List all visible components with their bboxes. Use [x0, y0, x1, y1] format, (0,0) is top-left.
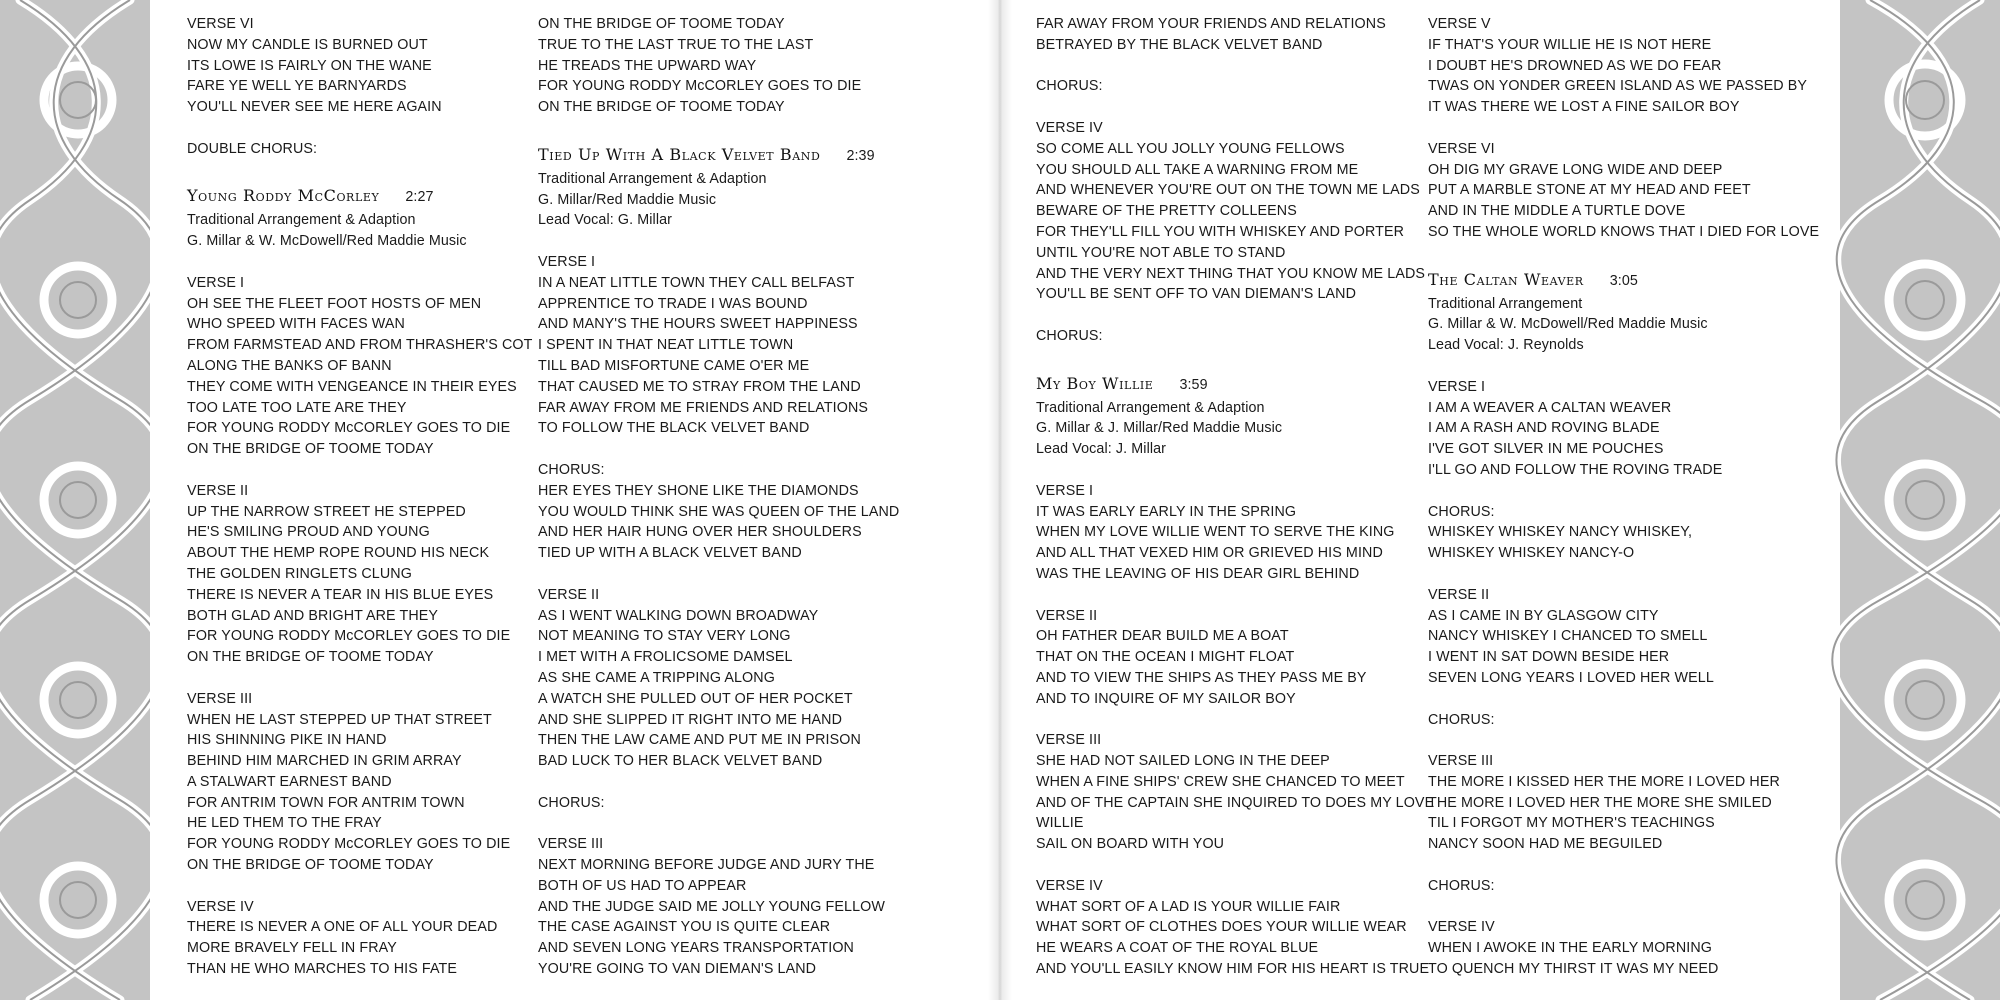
lyric-line: A STALWART EARNEST BAND — [187, 773, 392, 790]
lyric-line: THERE IS NEVER A TEAR IN HIS BLUE EYES — [187, 586, 494, 603]
booklet-center-fold — [988, 0, 1012, 1000]
lyric-line: NANCY WHISKEY I CHANCED TO SMELL — [1428, 628, 1708, 645]
lyric-line: WHISKEY WHISKEY NANCY-O — [1428, 545, 1635, 562]
lyric-line: VERSE III — [1428, 753, 1494, 770]
lyric-line: WHAT SORT OF A LAD IS YOUR WILLIE FAIR — [1036, 898, 1341, 915]
lyric-line: MORE BRAVELY FELL IN FRAY — [187, 940, 397, 957]
lyric-line: TO QUENCH MY THIRST IT WAS MY NEED — [1428, 961, 1719, 978]
lyrics-column-3 — [1036, 14, 1435, 980]
lyric-line: VERSE III — [538, 836, 604, 853]
lyric-line: VERSE IV — [1036, 119, 1103, 136]
lyric-line: NOW MY CANDLE IS BURNED OUT — [187, 36, 428, 53]
lyric-line: SHE HAD NOT SAILED LONG IN THE DEEP — [1036, 753, 1330, 770]
lyric-line: UP THE NARROW STREET HE STEPPED — [187, 503, 466, 520]
stanza-spacer — [1428, 481, 1808, 502]
lyric-line: TRUE TO THE LAST TRUE TO THE LAST — [538, 36, 814, 53]
lyric-line: NOT MEANING TO STAY VERY LONG — [538, 628, 791, 645]
lyric-line: AND SEVEN LONG YEARS TRANSPORTATION — [538, 940, 854, 957]
lyric-line: FOR YOUNG RODDY McCORLEY GOES TO DIE — [187, 836, 511, 853]
lyric-line: BOTH GLAD AND BRIGHT ARE THEY — [187, 607, 439, 624]
lyric-line: AND OF THE CAPTAIN SHE INQUIRED TO DOES MY LOVE — [1036, 794, 1435, 811]
lyric-line: FARE YE WELL YE BARNYARDS — [187, 78, 407, 95]
lyric-line: TOO LATE TOO LATE ARE THEY — [187, 399, 407, 416]
lyric-line: HE'S SMILING PROUD AND YOUNG — [187, 524, 430, 541]
lyric-line: VERSE I — [538, 253, 596, 270]
lyric-line: VERSE II — [538, 586, 600, 603]
lyric-line: VERSE III — [1036, 732, 1102, 749]
lyric-line: AND MANY'S THE HOURS SWEET HAPPINESS — [538, 316, 858, 333]
lyric-line: HER EYES THEY SHONE LIKE THE DIAMONDS — [538, 482, 859, 499]
lyric-line: I'VE GOT SILVER IN ME POUCHES — [1428, 441, 1664, 458]
stanza-spacer — [1428, 689, 1808, 710]
stanza-spacer — [1036, 460, 1416, 481]
stanza-spacer — [187, 252, 487, 273]
lyric-line: YOU'LL BE SENT OFF TO VAN DIEMAN'S LAND — [1036, 286, 1356, 303]
stanza-spacer — [187, 118, 487, 139]
lyric-line: AS SHE CAME A TRIPPING ALONG — [538, 669, 775, 686]
lyric-line: Traditional Arrangement & Adaption — [1036, 399, 1265, 416]
lyric-line: OH DIG MY GRAVE LONG WIDE AND DEEP — [1428, 161, 1723, 178]
lyric-line: VERSE II — [1036, 607, 1098, 624]
lyric-line: CHORUS: — [1036, 327, 1103, 344]
lyric-line: FOR YOUNG RODDY McCORLEY GOES TO DIE — [538, 78, 862, 95]
lyric-line: AS I CAME IN BY GLASGOW CITY — [1428, 607, 1659, 624]
lyric-line: THERE IS NEVER A ONE OF ALL YOUR DEAD — [187, 919, 498, 936]
song-duration: 2:27 — [405, 189, 434, 206]
lyric-line: G. Millar & W. McDowell/Red Maddie Music — [1428, 316, 1708, 333]
lyric-line: AND ALL THAT VEXED HIM OR GRIEVED HIS MIND — [1036, 545, 1383, 562]
lyric-line: HE LED THEM TO THE FRAY — [187, 815, 382, 832]
lyric-line: AS I WENT WALKING DOWN BROADWAY — [538, 607, 819, 624]
lyric-line: YOU'RE GOING TO VAN DIEMAN'S LAND — [538, 961, 817, 978]
lyric-line: YOU SHOULD ALL TAKE A WARNING FROM ME — [1036, 161, 1359, 178]
lyric-line: BEHIND HIM MARCHED IN GRIM ARRAY — [187, 753, 462, 770]
stanza-spacer — [1428, 855, 1808, 876]
lyric-line: I AM A WEAVER A CALTAN WEAVER — [1428, 399, 1672, 416]
lyric-line: IT WAS EARLY EARLY IN THE SPRING — [1036, 503, 1297, 520]
lyric-line: CHORUS: — [538, 794, 605, 811]
lyric-line: ABOUT THE HEMP ROPE ROUND HIS NECK — [187, 545, 490, 562]
stanza-spacer — [538, 231, 958, 252]
lyric-line: VERSE IV — [1428, 919, 1495, 936]
lyric-line: BETRAYED BY THE BLACK VELVET BAND — [1036, 36, 1323, 53]
lyric-line: WHEN A FINE SHIPS' CREW SHE CHANCED TO MEET — [1036, 773, 1405, 790]
lyric-line: CHORUS: — [1036, 78, 1103, 95]
stanza-spacer — [538, 813, 958, 834]
lyric-line: TWAS ON YONDER GREEN ISLAND AS WE PASSED BY — [1428, 78, 1808, 95]
lyric-line: TILL BAD MISFORTUNE CAME O'ER ME — [538, 357, 810, 374]
stanza-spacer — [1428, 356, 1808, 377]
lyric-line: IN A NEAT LITTLE TOWN THEY CALL BELFAST — [538, 274, 855, 291]
lyric-line: WHEN I AWOKE IN THE EARLY MORNING — [1428, 940, 1712, 957]
lyric-line: FAR AWAY FROM ME FRIENDS AND RELATIONS — [538, 399, 869, 416]
lyric-line: CHORUS: — [1428, 503, 1495, 520]
lyric-line: FOR THEY'LL FILL YOU WITH WHISKEY AND PORTER — [1036, 223, 1405, 240]
lyric-line: IF THAT'S YOUR WILLIE HE IS NOT HERE — [1428, 36, 1712, 53]
lyric-line: TIL I FORGOT MY MOTHER'S TEACHINGS — [1428, 815, 1715, 832]
lyric-line: I SPENT IN THAT NEAT LITTLE TOWN — [538, 337, 794, 354]
lyrics-column-2 — [538, 14, 958, 980]
lyric-line: VERSE V — [1428, 16, 1491, 32]
lyric-line: I MET WITH A FROLICSOME DAMSEL — [538, 649, 793, 666]
lyric-line: ON THE BRIDGE OF TOOME TODAY — [538, 16, 785, 32]
lyric-line: AND IN THE MIDDLE A TURTLE DOVE — [1428, 203, 1686, 220]
lyric-line: G. Millar/Red Maddie Music — [538, 191, 717, 208]
lyric-line: OH FATHER DEAR BUILD ME A BOAT — [1036, 628, 1289, 645]
lyric-line: WHAT SORT OF CLOTHES DOES YOUR WILLIE WEAR — [1036, 919, 1407, 936]
lyric-line: UNTIL YOU'RE NOT ABLE TO STAND — [1036, 244, 1286, 261]
lyric-line: VERSE IV — [187, 898, 254, 915]
lyric-line: VERSE I — [1036, 482, 1094, 499]
lyric-line: THEY COME WITH VENGEANCE IN THEIR EYES — [187, 378, 517, 395]
lyric-line: ALONG THE BANKS OF BANN — [187, 357, 392, 374]
stanza-spacer — [1428, 564, 1808, 585]
stanza-spacer — [538, 772, 958, 793]
song-title: Tied Up With A Black Velvet Band — [538, 144, 821, 164]
lyric-line: FROM FARMSTEAD AND FROM THRASHER'S COT — [187, 337, 533, 354]
lyric-line: Traditional Arrangement & Adaption — [538, 170, 767, 187]
lyric-line: ON THE BRIDGE OF TOOME TODAY — [538, 99, 785, 116]
lyric-line: AND TO INQUIRE OF MY SAILOR BOY — [1036, 690, 1296, 707]
lyric-line: ITS LOWE IS FAIRLY ON THE WANE — [187, 57, 432, 74]
lyric-line: Traditional Arrangement — [1428, 295, 1583, 312]
lyric-line: AND YOU'LL EASILY KNOW HIM FOR HIS HEART IS TRUE — [1036, 961, 1430, 978]
lyric-line: AND HER HAIR HUNG OVER HER SHOULDERS — [538, 524, 862, 541]
lyrics-column-4 — [1428, 14, 1820, 980]
lyric-line: THAN HE WHO MARCHES TO HIS FATE — [187, 961, 457, 978]
lyric-line: G. Millar & J. Millar/Red Maddie Music — [1036, 420, 1283, 437]
lyric-line: Traditional Arrangement & Adaption — [187, 212, 416, 229]
lyric-line: OH SEE THE FLEET FOOT HOSTS OF MEN — [187, 295, 482, 312]
lyric-line: DOUBLE CHORUS: — [187, 140, 318, 157]
lyric-line: A WATCH SHE PULLED OUT OF HER POCKET — [538, 690, 853, 707]
stanza-spacer — [538, 118, 958, 139]
stanza-spacer — [1428, 730, 1808, 751]
lyric-line: NANCY SOON HAD ME BEGUILED — [1428, 836, 1663, 853]
lyric-line: TO FOLLOW THE BLACK VELVET BAND — [538, 420, 810, 437]
song-heading — [1036, 370, 1416, 398]
lyric-line: WHISKEY WHISKEY NANCY WHISKEY, — [1428, 524, 1693, 541]
lyric-line: WHO SPEED WITH FACES WAN — [187, 316, 405, 333]
lyric-line: AND SHE SLIPPED IT RIGHT INTO ME HAND — [538, 711, 842, 728]
stanza-spacer — [187, 460, 487, 481]
lyric-line: YOU WOULD THINK SHE WAS QUEEN OF THE LAND — [538, 503, 900, 520]
song-title: Young Roddy McCorley — [187, 186, 380, 206]
lyric-line: AND THE JUDGE SAID ME JOLLY YOUNG FELLOW — [538, 898, 885, 915]
stanza-spacer — [187, 876, 487, 897]
lyric-line: G. Millar & W. McDowell/Red Maddie Music — [187, 233, 467, 250]
lyric-line: SAIL ON BOARD WITH YOU — [1036, 836, 1225, 853]
lyric-line: I'LL GO AND FOLLOW THE ROVING TRADE — [1428, 461, 1723, 478]
lyric-line: WAS THE LEAVING OF HIS DEAR GIRL BEHIND — [1036, 565, 1360, 582]
stanza-spacer — [1036, 855, 1416, 876]
stanza-spacer — [1428, 897, 1808, 918]
song-duration: 2:39 — [846, 147, 875, 164]
lyric-line: ON THE BRIDGE OF TOOME TODAY — [187, 649, 434, 666]
lyric-line: THE GOLDEN RINGLETS CLUNG — [187, 565, 412, 582]
lyric-line: VERSE VI — [1428, 140, 1495, 157]
song-duration: 3:05 — [1609, 272, 1638, 289]
lyric-line: WILLIE — [1036, 815, 1084, 832]
lyric-line: FOR YOUNG RODDY McCORLEY GOES TO DIE — [187, 628, 511, 645]
song-title: The Caltan Weaver — [1428, 269, 1584, 289]
lyric-line: ON THE BRIDGE OF TOOME TODAY — [187, 441, 434, 458]
stanza-spacer — [187, 160, 487, 181]
lyric-line: SO COME ALL YOU JOLLY YOUNG FELLOWS — [1036, 140, 1345, 157]
lyric-line: VERSE I — [1428, 378, 1486, 395]
lyric-line: VERSE VI — [187, 16, 254, 32]
lyric-line: I WENT IN SAT DOWN BESIDE HER — [1428, 649, 1670, 666]
stanza-spacer — [538, 439, 958, 460]
lyric-line: BAD LUCK TO HER BLACK VELVET BAND — [538, 753, 823, 770]
lyric-line: BEWARE OF THE PRETTY COLLEENS — [1036, 203, 1297, 220]
lyric-line: I AM A RASH AND ROVING BLADE — [1428, 420, 1660, 437]
lyric-line: THAT ON THE OCEAN I MIGHT FLOAT — [1036, 649, 1295, 666]
lyric-line: TIED UP WITH A BLACK VELVET BAND — [538, 545, 802, 562]
lyric-line: SEVEN LONG YEARS I LOVED HER WELL — [1428, 669, 1714, 686]
lyric-line: VERSE III — [187, 690, 253, 707]
celtic-knot-border-right — [1830, 0, 2000, 1000]
knotwork-pattern-left — [0, 0, 158, 1000]
lyric-line: APPRENTICE TO TRADE I WAS BOUND — [538, 295, 808, 312]
stanza-spacer — [1428, 243, 1808, 264]
lyric-line: PUT A MARBLE STONE AT MY HEAD AND FEET — [1428, 182, 1751, 199]
song-title: My Boy Willie — [1036, 373, 1154, 393]
lyric-line: VERSE II — [1428, 586, 1490, 603]
lyric-line: FOR ANTRIM TOWN FOR ANTRIM TOWN — [187, 794, 465, 811]
stanza-spacer — [1036, 305, 1416, 326]
lyric-line: THEN THE LAW CAME AND PUT ME IN PRISON — [538, 732, 861, 749]
lyric-line: Lead Vocal: G. Millar — [538, 212, 673, 229]
stanza-spacer — [1036, 347, 1416, 368]
lyric-line: CHORUS: — [538, 461, 605, 478]
lyric-line: NEXT MORNING BEFORE JUDGE AND JURY THE — [538, 857, 875, 874]
lyric-line: Lead Vocal: J. Millar — [1036, 441, 1167, 458]
lyric-line: ON THE BRIDGE OF TOOME TODAY — [187, 857, 434, 874]
lyric-line: I DOUBT HE'S DROWNED AS WE DO FEAR — [1428, 57, 1722, 74]
lyric-line: YOU'LL NEVER SEE ME HERE AGAIN — [187, 99, 442, 116]
lyric-line: THE MORE I LOVED HER THE MORE SHE SMILED — [1428, 794, 1772, 811]
stanza-spacer — [1428, 118, 1808, 139]
lyric-line: CHORUS: — [1428, 877, 1495, 894]
stanza-spacer — [1036, 585, 1416, 606]
stanza-spacer — [1036, 97, 1416, 118]
lyric-line: SO THE WHOLE WORLD KNOWS THAT I DIED FOR LOVE — [1428, 223, 1820, 240]
lyric-line: AND TO VIEW THE SHIPS AS THEY PASS ME BY — [1036, 669, 1367, 686]
knotwork-pattern-right — [1830, 0, 2000, 1000]
lyric-line: CHORUS: — [1428, 711, 1495, 728]
lyric-line: VERSE IV — [1036, 877, 1103, 894]
lyric-line: THE CASE AGAINST YOU IS QUITE CLEAR — [538, 919, 831, 936]
lyric-line: THE MORE I KISSED HER THE MORE I LOVED HER — [1428, 773, 1780, 790]
lyric-line: WHEN HE LAST STEPPED UP THAT STREET — [187, 711, 492, 728]
song-duration: 3:59 — [1179, 376, 1208, 393]
lyric-line: Lead Vocal: J. Reynolds — [1428, 337, 1584, 354]
lyric-line: AND THE VERY NEXT THING THAT YOU KNOW ME LADS — [1036, 265, 1426, 282]
lyric-line: THAT CAUSED ME TO STRAY FROM THE LAND — [538, 378, 861, 395]
stanza-spacer — [538, 564, 958, 585]
lyric-line: FAR AWAY FROM YOUR FRIENDS AND RELATIONS — [1036, 16, 1386, 32]
lyric-line: AND WHENEVER YOU'RE OUT ON THE TOWN ME LADS — [1036, 182, 1420, 199]
lyric-line: VERSE I — [187, 274, 245, 291]
lyric-line: IT WAS THERE WE LOST A FINE SAILOR BOY — [1428, 99, 1740, 116]
song-heading — [538, 141, 958, 169]
lyric-line: HE WEARS A COAT OF THE ROYAL BLUE — [1036, 940, 1319, 957]
lyrics-column-1 — [187, 14, 533, 980]
celtic-knot-border-left — [0, 0, 158, 1000]
lyric-line: VERSE II — [187, 482, 249, 499]
lyric-line: HE TREADS THE UPWARD WAY — [538, 57, 757, 74]
lyric-line: WHEN MY LOVE WILLIE WENT TO SERVE THE KING — [1036, 524, 1395, 541]
song-heading — [1428, 266, 1808, 294]
stanza-spacer — [1036, 710, 1416, 731]
lyric-line: FOR YOUNG RODDY McCORLEY GOES TO DIE — [187, 420, 511, 437]
lyric-line: HIS SHINNING PIKE IN HAND — [187, 732, 387, 749]
song-heading — [187, 182, 487, 210]
stanza-spacer — [187, 668, 487, 689]
lyric-line: BOTH OF US HAD TO APPEAR — [538, 877, 747, 894]
stanza-spacer — [1036, 56, 1416, 77]
